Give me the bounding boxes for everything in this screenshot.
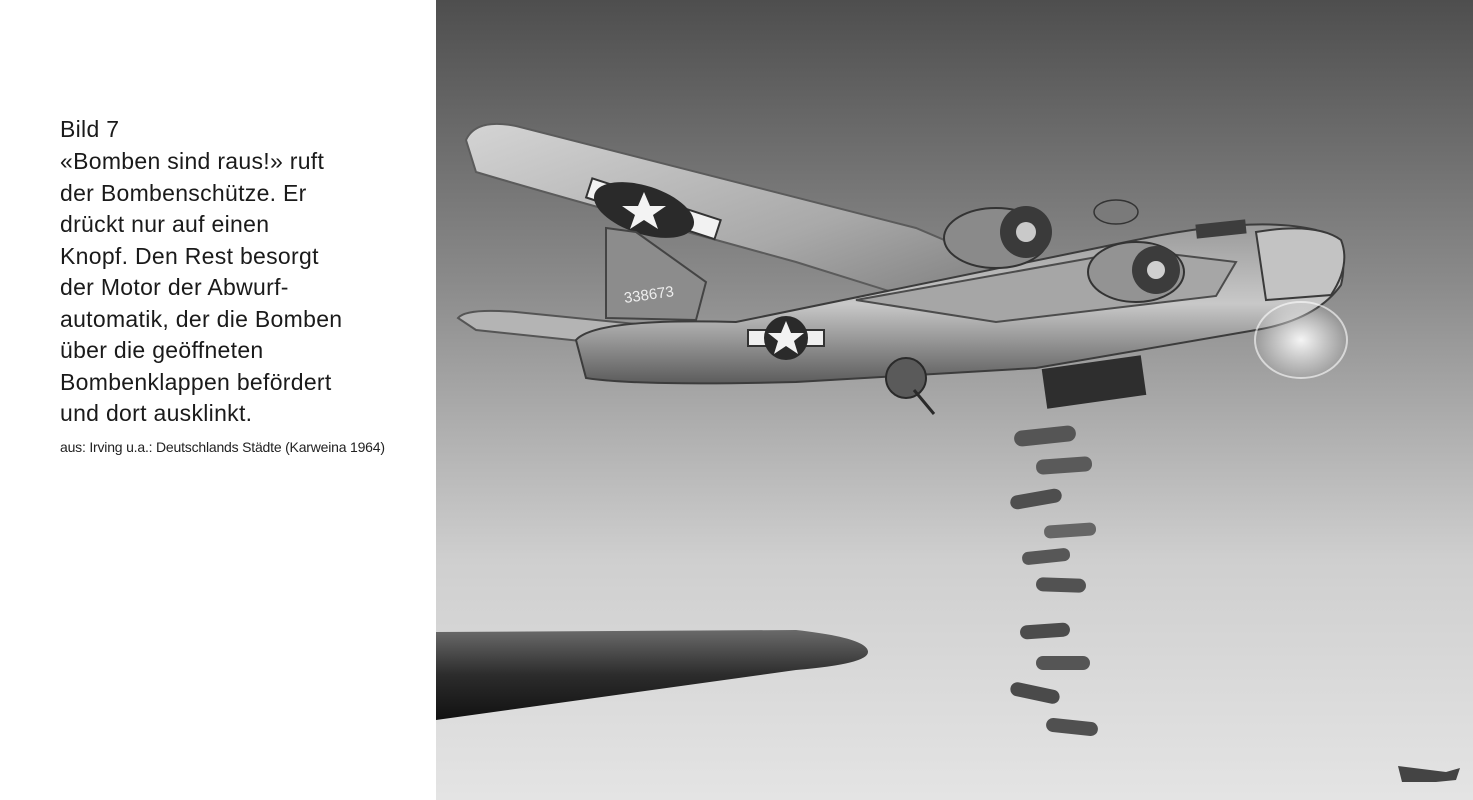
caption-line: drückt nur auf einen [60,211,270,237]
caption-line: über die geöffneten [60,337,264,363]
caption-line: der Bombenschütze. Er [60,179,307,206]
bomb [1036,577,1086,593]
tail-number: 338673 [622,283,675,307]
source-citation: aus: Irving u.a.: Deutschlands Städte (Karweina 1964) [60,439,385,455]
engine-nacelle [1094,200,1138,224]
caption-line: der Motor der Abwurf- [60,274,289,300]
bomb [1036,656,1090,670]
photo-illustration [436,0,1473,800]
caption-column [0,0,436,800]
propeller-blur [1255,302,1347,378]
nose-section [1256,228,1344,300]
bomber-photograph [436,0,1473,800]
caption-line: Bombenklappen befördert [60,368,332,395]
caption-text [60,146,342,430]
caption-line: «Bomben sind raus!» ruft [60,148,325,174]
caption-line: und dort ausklinkt. [60,400,253,426]
ball-turret [886,358,926,398]
engine-nacelle [1088,242,1184,302]
caption-heading: Bild 7 [60,116,120,142]
caption-line: automatik, der die Bomben [60,305,343,332]
caption-line: Knopf. Den Rest besorgt [60,242,319,269]
